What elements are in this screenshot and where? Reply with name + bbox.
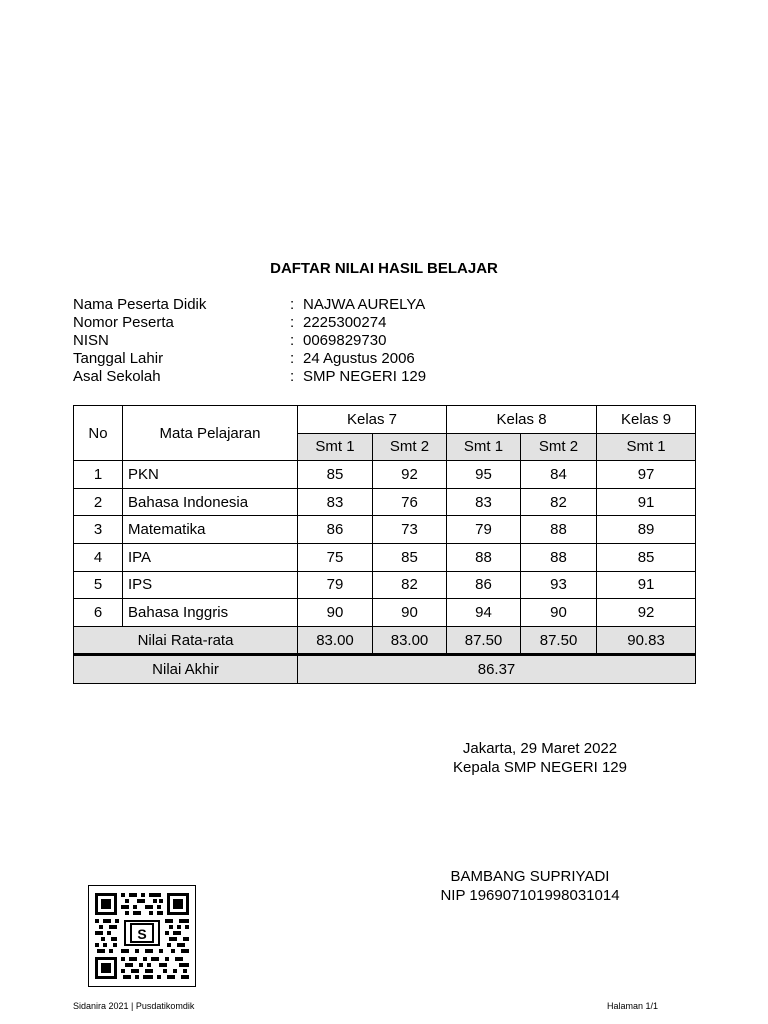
row-score: 90 bbox=[521, 599, 597, 627]
info-colon: : bbox=[290, 350, 295, 367]
row-score: 95 bbox=[447, 461, 521, 489]
row-score: 73 bbox=[373, 516, 447, 544]
table-row bbox=[74, 599, 696, 627]
row-score: 85 bbox=[373, 543, 447, 571]
qr-logo-text: S bbox=[137, 926, 147, 942]
row-no: 3 bbox=[74, 516, 123, 544]
row-no: 6 bbox=[74, 599, 123, 627]
header-class: Kelas 7 bbox=[298, 406, 447, 434]
row-score: 82 bbox=[373, 571, 447, 599]
row-score: 90 bbox=[298, 599, 373, 627]
header-semester: Smt 2 bbox=[373, 433, 447, 461]
average-value: 90.83 bbox=[597, 626, 696, 655]
document-title: DAFTAR NILAI HASIL BELAJAR bbox=[270, 260, 498, 277]
row-score: 91 bbox=[597, 488, 696, 516]
average-value: 87.50 bbox=[447, 626, 521, 655]
info-value: 2225300274 bbox=[303, 314, 387, 331]
row-score: 88 bbox=[521, 516, 597, 544]
row-score: 89 bbox=[597, 516, 696, 544]
table-row bbox=[74, 516, 696, 544]
row-subject: IPA bbox=[123, 543, 298, 571]
signatory-nip: NIP 196907101998031014 bbox=[440, 887, 620, 904]
row-score: 88 bbox=[447, 543, 521, 571]
row-score: 86 bbox=[447, 571, 521, 599]
average-row bbox=[74, 626, 696, 655]
table-row bbox=[74, 488, 696, 516]
header-semester: Smt 1 bbox=[597, 433, 696, 461]
row-score: 85 bbox=[597, 543, 696, 571]
info-colon: : bbox=[290, 332, 295, 349]
header-class: Kelas 9 bbox=[597, 406, 696, 434]
info-label: Nomor Peserta bbox=[73, 314, 174, 331]
row-no: 4 bbox=[74, 543, 123, 571]
row-score: 92 bbox=[597, 599, 696, 627]
header-semester: Smt 1 bbox=[298, 433, 373, 461]
row-score: 86 bbox=[298, 516, 373, 544]
info-value: SMP NEGERI 129 bbox=[303, 368, 427, 385]
row-score: 84 bbox=[521, 461, 597, 489]
row-subject: Matematika bbox=[123, 516, 298, 544]
final-value: 86.37 bbox=[298, 655, 696, 684]
row-score: 83 bbox=[447, 488, 521, 516]
row-score: 75 bbox=[298, 543, 373, 571]
final-label: Nilai Akhir bbox=[74, 655, 298, 684]
signature-header bbox=[420, 739, 660, 777]
signature-footer bbox=[410, 867, 650, 905]
place-date: Jakarta, 29 Maret 2022 bbox=[462, 740, 618, 757]
row-score: 91 bbox=[597, 571, 696, 599]
signatory-name: BAMBANG SUPRIYADI bbox=[450, 868, 610, 885]
row-subject: IPS bbox=[123, 571, 298, 599]
table-header-row bbox=[74, 406, 696, 434]
row-score: 94 bbox=[447, 599, 521, 627]
row-subject: PKN bbox=[123, 461, 298, 489]
average-value: 83.00 bbox=[298, 626, 373, 655]
signatory-position: Kepala SMP NEGERI 129 bbox=[453, 759, 627, 776]
grades-table bbox=[73, 405, 696, 684]
row-score: 82 bbox=[521, 488, 597, 516]
row-no: 5 bbox=[74, 571, 123, 599]
qr-code-graphic bbox=[89, 886, 195, 986]
row-score: 92 bbox=[373, 461, 447, 489]
row-subject: Bahasa Inggris bbox=[123, 599, 298, 627]
row-score: 93 bbox=[521, 571, 597, 599]
row-score: 79 bbox=[447, 516, 521, 544]
qr-code bbox=[88, 885, 196, 987]
info-label: Asal Sekolah bbox=[73, 368, 161, 385]
row-subject: Bahasa Indonesia bbox=[123, 488, 298, 516]
row-score: 88 bbox=[521, 543, 597, 571]
table-row bbox=[74, 543, 696, 571]
average-value: 87.50 bbox=[521, 626, 597, 655]
row-no: 1 bbox=[74, 461, 123, 489]
row-score: 76 bbox=[373, 488, 447, 516]
header-semester: Smt 1 bbox=[447, 433, 521, 461]
info-label: Tanggal Lahir bbox=[73, 350, 164, 367]
row-score: 97 bbox=[597, 461, 696, 489]
row-score: 90 bbox=[373, 599, 447, 627]
info-value: 0069829730 bbox=[303, 332, 387, 349]
info-label: Nama Peserta Didik bbox=[73, 296, 207, 313]
table-row bbox=[74, 461, 696, 489]
info-value: NAJWA AURELYA bbox=[303, 296, 426, 313]
info-value: 24 Agustus 2006 bbox=[303, 350, 415, 367]
header-class: Kelas 8 bbox=[447, 406, 597, 434]
final-row bbox=[74, 655, 696, 684]
footer-left: Sidanira 2021 | Pusdatikomdik bbox=[73, 1001, 195, 1011]
info-colon: : bbox=[290, 296, 295, 313]
header-no: No bbox=[74, 406, 123, 461]
average-value: 83.00 bbox=[373, 626, 447, 655]
average-label: Nilai Rata-rata bbox=[74, 626, 298, 655]
header-subject: Mata Pelajaran bbox=[123, 406, 298, 461]
row-score: 79 bbox=[298, 571, 373, 599]
table-row bbox=[74, 571, 696, 599]
header-semester: Smt 2 bbox=[521, 433, 597, 461]
footer-right: Halaman 1/1 bbox=[606, 1001, 658, 1011]
info-colon: : bbox=[290, 368, 295, 385]
info-label: NISN bbox=[73, 332, 109, 349]
row-score: 83 bbox=[298, 488, 373, 516]
row-no: 2 bbox=[74, 488, 123, 516]
info-colon: : bbox=[290, 314, 295, 331]
row-score: 85 bbox=[298, 461, 373, 489]
